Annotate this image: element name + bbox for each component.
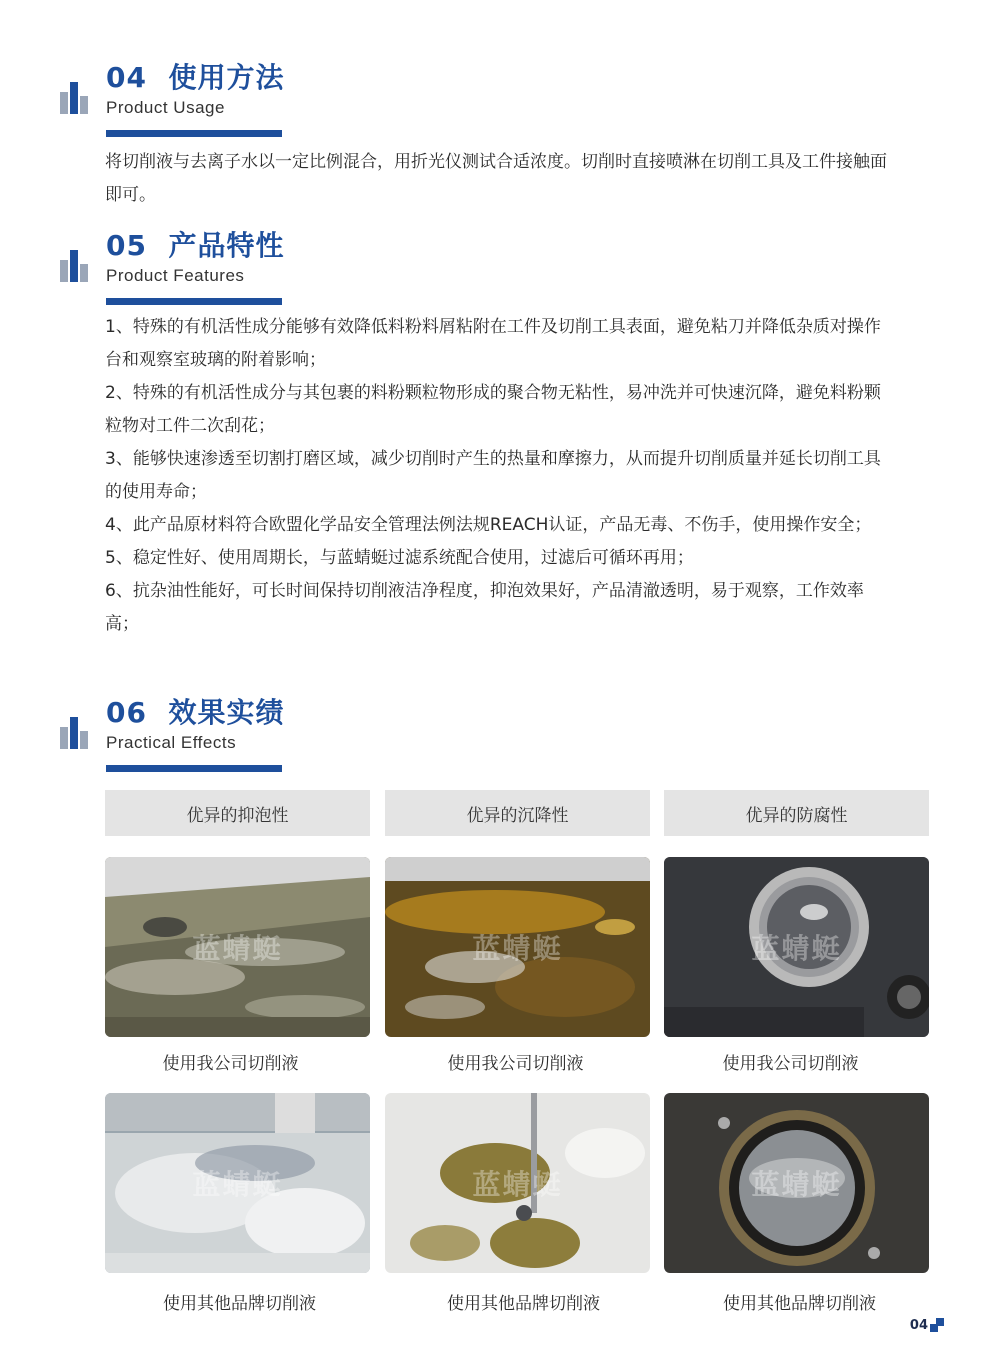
- feature-item: 1、特殊的有机活性成分能够有效降低料粉料屑粘附在工件及切削工具表面，避免粘刀并降低杂质对操作台和观察室玻璃的附着影响；: [105, 317, 881, 370]
- watermark: 蓝蜻蜓: [472, 932, 563, 965]
- section-underline: [106, 765, 282, 772]
- column-label-settling: 优异的沉降性: [385, 790, 650, 836]
- watermark: 蓝蜻蜓: [751, 1168, 842, 1201]
- column-label-anticorrosion: 优异的防腐性: [664, 790, 929, 836]
- section-header-effects: [58, 697, 298, 787]
- bar-chart-icon: [58, 82, 92, 116]
- watermark: 蓝蜻蜓: [192, 1168, 283, 1201]
- photo-antifoam-our-product: [105, 857, 370, 1037]
- caption-other-brand: 使用其他品牌切削液: [163, 1294, 316, 1314]
- page-corner-icon: [930, 1318, 944, 1332]
- feature-item: 5、稳定性好、使用周期长，与蓝蜻蜓过滤系统配合使用，过滤后可循环再用；: [105, 548, 694, 568]
- section-header-usage: [58, 62, 298, 152]
- features-list: [105, 311, 895, 641]
- caption-our-product: 使用我公司切削液: [722, 1054, 859, 1074]
- photo-anticorrosion-other-brand: [664, 1093, 929, 1273]
- photo-settling-our-product: [385, 857, 650, 1037]
- caption-other-brand: 使用其他品牌切削液: [723, 1294, 876, 1314]
- section-title: 05 产品特性: [106, 229, 285, 262]
- section-header-features: [58, 230, 298, 320]
- caption-our-product: 使用我公司切削液: [447, 1054, 584, 1074]
- page-number: 04: [909, 1318, 928, 1333]
- section-underline: [106, 130, 282, 137]
- feature-item: 3、能够快速渗透至切割打磨区域，减少切削时产生的热量和摩擦力，从而提升切削质量并延长切削工具的使用寿命；: [105, 449, 881, 502]
- watermark: 蓝蜻蜓: [472, 1168, 563, 1201]
- column-label-antifoam: 优异的抑泡性: [105, 790, 370, 836]
- section-subtitle: Product Usage: [106, 98, 225, 117]
- watermark: 蓝蜻蜓: [751, 932, 842, 965]
- photo-anticorrosion-our-product: [664, 857, 929, 1037]
- photo-antifoam-other-brand: [105, 1093, 370, 1273]
- feature-item: 6、抗杂油性能好，可长时间保持切削液洁净程度，抑泡效果好，产品清澈透明，易于观察，工作效率高；: [105, 581, 864, 634]
- section-title: 04 使用方法: [106, 61, 285, 94]
- feature-item: 2、特殊的有机活性成分与其包裹的料粉颗粒物形成的聚合物无粘性，易冲洗并可快速沉降，避免料粉颗粒物对工件二次刮花；: [105, 383, 881, 436]
- section-title: 06 效果实绩: [106, 696, 285, 729]
- feature-item: 4、此产品原材料符合欧盟化学品安全管理法例法规REACH认证，产品无毒、不伤手，使用操作安全；: [105, 515, 872, 535]
- caption-our-product: 使用我公司切削液: [162, 1054, 299, 1074]
- caption-other-brand: 使用其他品牌切削液: [447, 1294, 600, 1314]
- bar-chart-icon: [58, 717, 92, 751]
- section-subtitle: Product Features: [106, 266, 245, 285]
- photo-settling-other-brand: [385, 1093, 650, 1273]
- section-subtitle: Practical Effects: [106, 733, 237, 752]
- watermark: 蓝蜻蜓: [192, 932, 283, 965]
- usage-text: 将切削液与去离子水以一定比例混合，用折光仪测试合适浓度。切削时直接喷淋在切削工具及工件接触面即可。: [105, 152, 887, 205]
- bar-chart-icon: [58, 250, 92, 284]
- section-underline: [106, 298, 282, 305]
